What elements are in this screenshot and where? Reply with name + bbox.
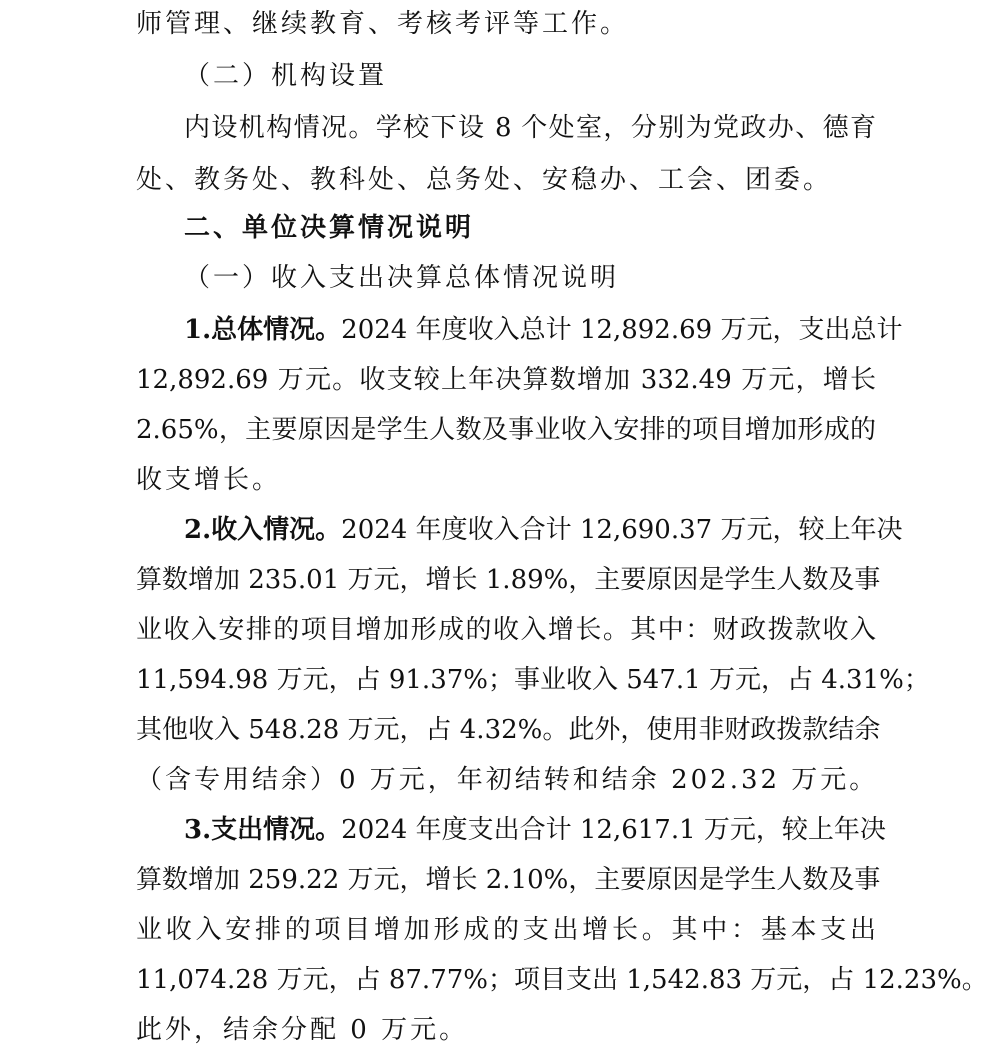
item-text: 2024 年度支出合计 12,617.1 万元，较上年决: [341, 815, 886, 845]
paragraph-line: [184, 510, 903, 550]
paragraph-line: 业收入安排的项目增加形成的收入增长。其中：财政拨款收入: [136, 615, 876, 645]
item-text: 2024 年度收入合计 12,690.37 万元，较上年决: [341, 515, 903, 545]
item-heading-expenditure: 3.支出情况。: [184, 815, 342, 845]
paragraph-line: 12,892.69 万元。收支较上年决算数增加 332.49 万元，增长: [136, 365, 876, 395]
paragraph-line: 业收入安排的项目增加形成的支出增长。其中：基本支出: [136, 915, 876, 945]
paragraph-line: 此外，结余分配 0 万元。: [136, 1015, 469, 1045]
item-text: 2024 年度收入总计 12,892.69 万元，支出总计: [341, 315, 903, 345]
paragraph-line: 收支增长。: [136, 465, 282, 495]
section-heading-org-setup: （二）机构设置: [184, 61, 388, 91]
subsection-heading-overview: （一）收入支出决算总体情况说明: [184, 263, 620, 293]
item-heading-overall: 1.总体情况。: [184, 315, 342, 345]
paragraph-line: 其他收入 548.28 万元，占 4.32%。此外，使用非财政拨款结余: [136, 715, 881, 745]
paragraph-line: [184, 810, 886, 850]
paragraph-line: （含专用结余）0 万元，年初结转和结余 202.32 万元。: [136, 765, 879, 795]
paragraph-line: 师管理、继续教育、考核考评等工作。: [136, 9, 630, 39]
paragraph-line: 算数增加 235.01 万元，增长 1.89%，主要原因是学生人数及事: [136, 565, 881, 595]
paragraph-line: 处、教务处、教科处、总务处、安稳办、工会、团委。: [136, 165, 833, 195]
paragraph-line: 11,594.98 万元，占 91.37%；事业收入 547.1 万元，占 4.31%；: [136, 665, 930, 695]
paragraph-line: 内设机构情况。学校下设 8 个处室，分别为党政办、德育: [184, 113, 876, 143]
paragraph-line: 算数增加 259.22 万元，增长 2.10%，主要原因是学生人数及事: [136, 865, 881, 895]
item-heading-income: 2.收入情况。: [184, 515, 342, 545]
section-heading-final-accounts: 二、单位决算情况说明: [184, 213, 475, 243]
paragraph-line: 2.65%，主要原因是学生人数及事业收入安排的项目增加形成的: [136, 415, 876, 445]
paragraph-line: [184, 310, 903, 350]
paragraph-line: 11,074.28 万元，占 87.77%；项目支出 1,542.83 万元，占 12.23%。: [136, 965, 988, 995]
